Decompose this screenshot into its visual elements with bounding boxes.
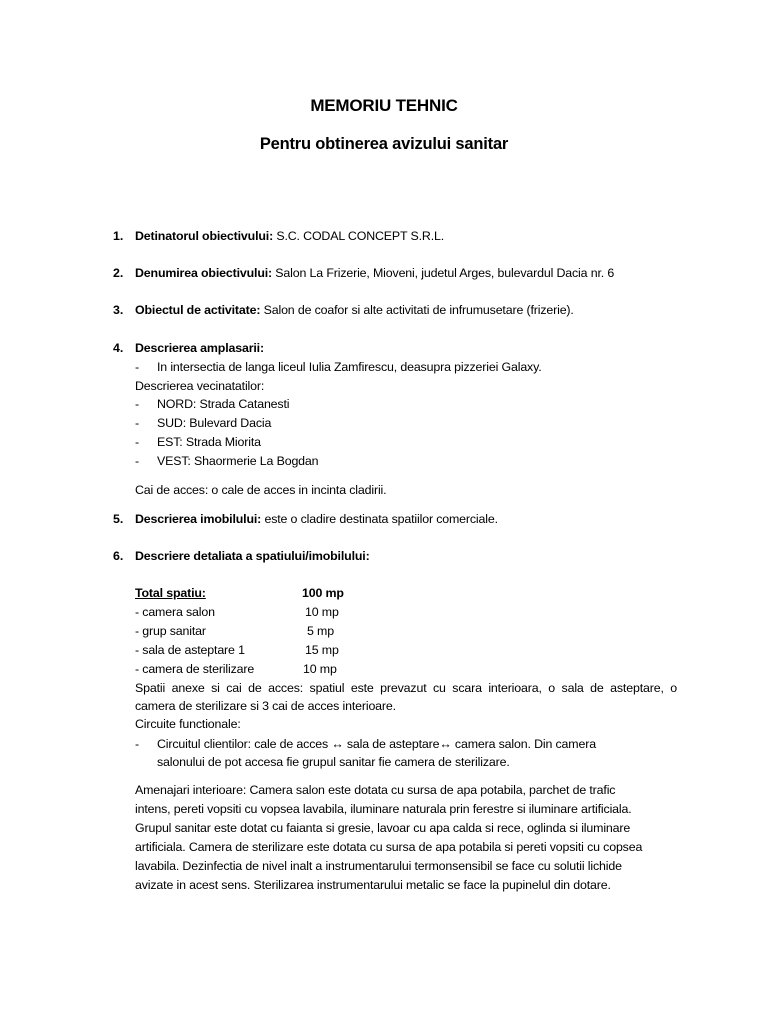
list-dash: -: [135, 737, 140, 751]
total-spatiu-row: [135, 585, 350, 601]
item-amplasare-label: Descrierea amplasarii:: [135, 341, 264, 355]
item-text: Salon de coafor si alte activitati de infrumusetare (frizerie).: [260, 303, 574, 317]
anexe-line: Spatii anexe si cai de acces: spatiul este prevazut cu scara interioara, o sala de asteptare, o: [135, 681, 677, 695]
item-text: este o cladire destinata spatiilor comerciale.: [261, 512, 498, 526]
spatiu-row-label: - camera salon: [135, 605, 215, 619]
circuite-title: Circuite functionale:: [135, 717, 241, 731]
document-subtitle: Pentru obtinerea avizului sanitar: [259, 135, 509, 153]
list-dash: -: [135, 416, 140, 430]
item-label: Obiectul de activitate:: [135, 303, 261, 317]
total-label: Total spatiu:: [135, 586, 206, 600]
list-dash: -: [135, 397, 140, 411]
item-number: 2.: [113, 266, 124, 280]
spatiu-row-label: - camera de sterilizare: [135, 662, 255, 676]
item-label: Denumirea obiectivului:: [135, 266, 273, 280]
spatiu-row-value: 15 mp: [305, 643, 339, 657]
item-number: 5.: [113, 512, 124, 526]
item-number: 1.: [113, 229, 124, 243]
vecinatate-item: EST: Strada Miorita: [157, 435, 261, 449]
anexe-line: camera de sterilizare si 3 cai de acces interioare.: [135, 699, 396, 713]
total-value: 100 mp: [302, 586, 344, 600]
item-obiect: [135, 302, 574, 318]
amenajari-line: avizate in acest sens. Sterilizarea instrumentarului metalic se face la pupinelul din dotare.: [135, 878, 611, 892]
spatiu-row-label: - sala de asteptare 1: [135, 643, 245, 657]
vecinatate-item: VEST: Shaormerie La Bogdan: [157, 454, 319, 468]
item-label: Descrierea imobilului:: [135, 512, 262, 526]
item-text: Salon La Frizerie, Mioveni, judetul Arges, bulevardul Dacia nr. 6: [272, 266, 615, 280]
amenajari-line: Amenajari interioare: Camera salon este dotata cu sursa de apa potabila, parchet de trafic: [135, 783, 616, 797]
item-imobil: [135, 511, 498, 527]
spatiu-row-value: 10 mp: [305, 605, 339, 619]
cai-acces: Cai de acces: o cale de acces in incinta cladirii.: [135, 483, 387, 497]
item-number: 4.: [113, 341, 124, 355]
amenajari-line: lavabila. Dezinfectia de nivel inalt a instrumentarului termonsensibil se face cu solutii lichide: [135, 859, 622, 873]
amenajari-line: Grupul sanitar este dotat cu faianta si gresie, lavoar cu apa calda si rece, oglinda si iluminare: [135, 821, 631, 835]
spatiu-row-value: 10 mp: [303, 662, 337, 676]
item-detinator: [135, 228, 444, 244]
amenajari-line: intens, pereti vopsiti cu vopsea lavabila, iluminare naturala prin ferestre si iluminare artificiala.: [135, 802, 632, 816]
item-label: Detinatorul obiectivului:: [135, 229, 274, 243]
list-dash: -: [135, 435, 140, 449]
vecinatate-item: SUD: Bulevard Dacia: [157, 416, 272, 430]
document-title: MEMORIU TEHNIC: [310, 96, 458, 115]
list-dash: -: [135, 454, 140, 468]
circuit-line: Circuitul clientilor: cale de acces ↔ sala de asteptare↔ camera salon. Din camera: [157, 737, 596, 751]
list-dash: -: [135, 360, 140, 374]
item-number: 3.: [113, 303, 124, 317]
vecinatati-title: Descrierea vecinatatilor:: [135, 379, 265, 393]
spatiu-row-value: 5 mp: [307, 624, 334, 638]
vecinatate-item: NORD: Strada Catanesti: [157, 397, 290, 411]
item-descriere-label: Descriere detaliata a spatiului/imobilului:: [135, 549, 370, 563]
amplasare-line: In intersectia de langa liceul Iulia Zamfirescu, deasupra pizzeriei Galaxy.: [157, 360, 542, 374]
circuit-line: salonului de pot accesa fie grupul sanitar fie camera de sterilizare.: [157, 755, 510, 769]
item-denumire: [135, 265, 614, 281]
spatiu-row-label: - grup sanitar: [135, 624, 206, 638]
amenajari-line: artificiala. Camera de sterilizare este dotata cu sursa de apa potabila si pereti vopsiti cu copsea: [135, 840, 643, 854]
item-text: S.C. CODAL CONCEPT S.R.L.: [273, 229, 445, 243]
item-number: 6.: [113, 549, 124, 563]
